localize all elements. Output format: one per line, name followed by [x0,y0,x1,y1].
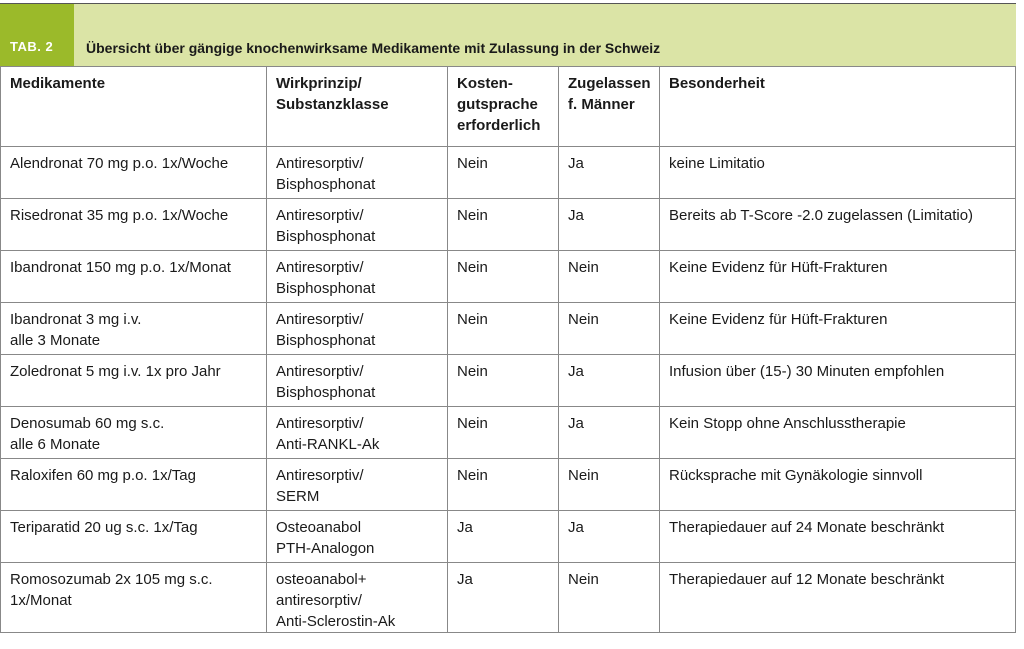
header-besonderheit: Besonderheit [660,67,1016,147]
header-medikamente: Medikamente [1,67,267,147]
cell-besonderheit: Therapiedauer auf 24 Monate beschränkt [660,511,1016,563]
cell-kostengutsprache: Nein [448,459,559,511]
cell-wirkprinzip: Antiresorptiv/ Anti-RANKL-Ak [267,407,448,459]
cell-kostengutsprache: Nein [448,303,559,355]
cell-wirkprinzip: osteoanabol+ antiresorptiv/ Anti-Sclerostin-Ak [267,563,448,633]
table-row [1,199,1016,251]
cell-zugelassen: Ja [559,199,660,251]
cell-besonderheit: Rücksprache mit Gynäkologie sinnvoll [660,459,1016,511]
table-row [1,355,1016,407]
cell-wirkprinzip: Antiresorptiv/ Bisphosphonat [267,355,448,407]
cell-besonderheit: keine Limitatio [660,147,1016,199]
cell-kostengutsprache: Nein [448,251,559,303]
table-row [1,303,1016,355]
cell-medikament: Teriparatid 20 ug s.c. 1x/Tag [1,511,267,563]
medication-table-figure [0,3,1016,633]
cell-kostengutsprache: Nein [448,147,559,199]
cell-medikament: Raloxifen 60 mg p.o. 1x/Tag [1,459,267,511]
table-row [1,251,1016,303]
cell-besonderheit: Therapiedauer auf 12 Monate beschränkt [660,563,1016,633]
header-wirkprinzip: Wirkprinzip/ Substanzklasse [267,67,448,147]
cell-kostengutsprache: Ja [448,511,559,563]
table-row [1,407,1016,459]
cell-wirkprinzip: Antiresorptiv/ SERM [267,459,448,511]
table-row [1,563,1016,633]
table-header-row [1,67,1016,147]
cell-medikament: Risedronat 35 mg p.o. 1x/Woche [1,199,267,251]
cell-medikament: Romosozumab 2x 105 mg s.c. 1x/Monat [1,563,267,633]
header-kostengutsprache: Kosten- gutsprache erforderlich [448,67,559,147]
cell-zugelassen: Nein [559,303,660,355]
cell-medikament: Ibandronat 150 mg p.o. 1x/Monat [1,251,267,303]
cell-kostengutsprache: Nein [448,407,559,459]
cell-besonderheit: Keine Evidenz für Hüft-Frakturen [660,303,1016,355]
cell-wirkprinzip: Osteoanabol PTH-Analogon [267,511,448,563]
cell-zugelassen: Ja [559,407,660,459]
cell-medikament: Zoledronat 5 mg i.v. 1x pro Jahr [1,355,267,407]
cell-wirkprinzip: Antiresorptiv/ Bisphosphonat [267,199,448,251]
table-row [1,459,1016,511]
cell-kostengutsprache: Nein [448,355,559,407]
cell-besonderheit: Bereits ab T-Score -2.0 zugelassen (Limitatio) [660,199,1016,251]
header-zugelassen: Zugelassen f. Männer [559,67,660,147]
medication-table [0,66,1016,633]
cell-kostengutsprache: Nein [448,199,559,251]
cell-zugelassen: Ja [559,147,660,199]
cell-zugelassen: Nein [559,251,660,303]
table-title: Übersicht über gängige knochenwirksame Medikamente mit Zulassung in der Schweiz [86,40,661,56]
cell-zugelassen: Nein [559,563,660,633]
cell-zugelassen: Nein [559,459,660,511]
cell-besonderheit: Infusion über (15-) 30 Minuten empfohlen [660,355,1016,407]
cell-medikament: Denosumab 60 mg s.c. alle 6 Monate [1,407,267,459]
cell-kostengutsprache: Ja [448,563,559,633]
cell-besonderheit: Keine Evidenz für Hüft-Frakturen [660,251,1016,303]
cell-zugelassen: Ja [559,511,660,563]
cell-medikament: Alendronat 70 mg p.o. 1x/Woche [1,147,267,199]
table-row [1,147,1016,199]
cell-wirkprinzip: Antiresorptiv/ Bisphosphonat [267,303,448,355]
table-number-label: TAB. 2 [0,4,74,66]
table-title-bar [0,3,1016,66]
cell-wirkprinzip: Antiresorptiv/ Bisphosphonat [267,147,448,199]
table-row [1,511,1016,563]
cell-zugelassen: Ja [559,355,660,407]
cell-wirkprinzip: Antiresorptiv/ Bisphosphonat [267,251,448,303]
cell-besonderheit: Kein Stopp ohne Anschlusstherapie [660,407,1016,459]
cell-medikament: Ibandronat 3 mg i.v. alle 3 Monate [1,303,267,355]
